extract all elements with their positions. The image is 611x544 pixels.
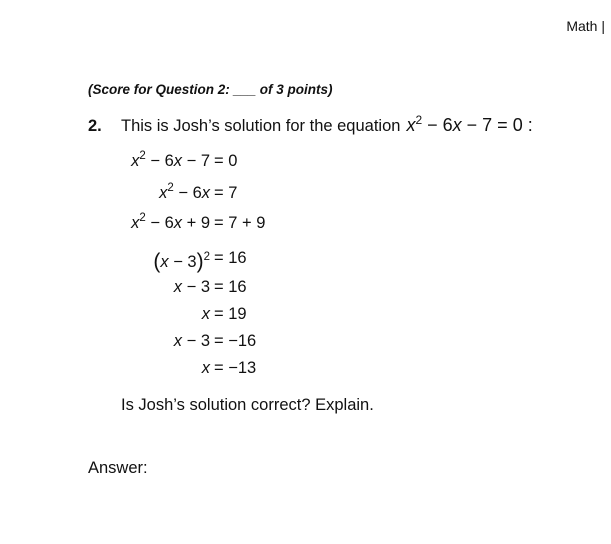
question-text: This is Josh’s solution for the equation	[121, 117, 401, 135]
step-rhs: = 7	[214, 184, 238, 202]
step-lhs: x	[201, 359, 210, 377]
step-rhs: = 16	[214, 278, 247, 296]
step-lhs: $x^2 - 6x + 9$	[131, 212, 210, 232]
step-rhs: = 19	[214, 305, 247, 323]
answer-label: Answer:	[88, 459, 148, 477]
question-equation: $x^2 - 6x - 7 = 0$ :	[406, 113, 533, 135]
step-lhs: x − 3	[173, 278, 210, 296]
question-number: 2.	[88, 117, 102, 135]
score-line: (Score for Question 2: ___ of 3 points)	[88, 82, 333, 97]
step-lhs: x	[201, 305, 210, 323]
step-lhs: $x^2 - 6x$	[159, 182, 210, 202]
step-rhs: = 0	[214, 152, 238, 170]
step-rhs: = 7 + 9	[214, 214, 266, 232]
header-subject: Math |	[566, 18, 605, 34]
step-lhs: $x^2 - 6x - 7$	[131, 150, 210, 170]
step-rhs: = −16	[214, 332, 257, 350]
question-prompt: Is Josh’s solution correct? Explain.	[121, 396, 374, 414]
step-rhs: = −13	[214, 359, 257, 377]
step-rhs: = 16	[214, 249, 247, 267]
step-lhs: x − 3	[173, 332, 210, 350]
step-lhs: $(x - 3)^2$	[153, 250, 210, 273]
